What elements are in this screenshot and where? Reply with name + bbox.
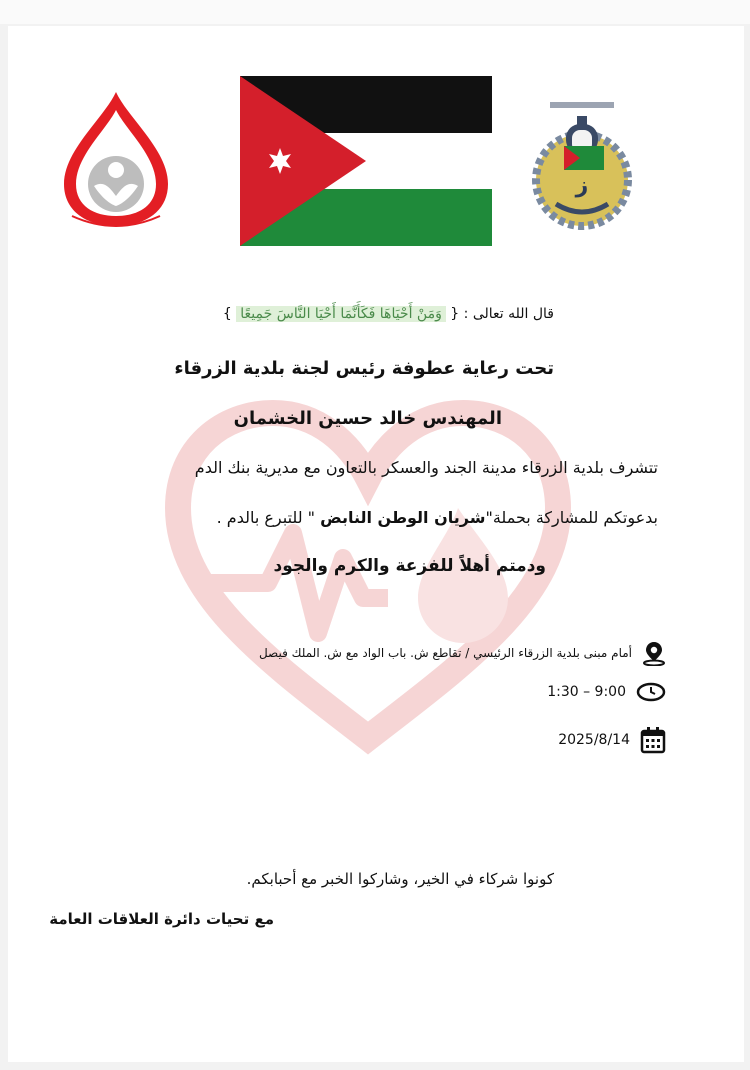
invitation-document — [8, 26, 744, 1062]
location-pin-icon — [642, 640, 666, 666]
patron-name: المهندس خالد حسين الخشمان — [233, 408, 502, 429]
campaign-name: شريان الوطن النابض — [320, 508, 486, 527]
time-text: 1:30 – 9:00 — [547, 684, 626, 700]
welcome-line: ودمتم أهلاً للفزعة والكرم والجود — [273, 556, 546, 576]
time-row — [547, 682, 666, 702]
top-bar — [0, 0, 750, 24]
location-text: أمام مبنى بلدية الزرقاء الرئيسي / تقاطع ش. باب الواد مع ش. الملك فيصل — [258, 646, 632, 660]
blood-bank-logo — [58, 88, 174, 233]
heart-watermark-icon — [158, 398, 578, 758]
patronage-line: تحت رعاية عطوفة رئيس لجنة بلدية الزرقاء — [174, 358, 554, 379]
jordan-flag — [240, 76, 492, 246]
quran-quote — [223, 306, 554, 322]
date-text: 2025/8/14 — [558, 732, 630, 748]
svg-text:ز: ز — [575, 173, 589, 198]
invitation-paragraph-1: تتشرف بلدية الزرقاء مدينة الجند والعسكر بالتعاون مع مديرية بنك الدم — [194, 458, 658, 477]
quote-verse: وَمَنْ أَحْيَاهَا فَكَأَنَّمَا أَحْيَا النَّاسَ جَمِيعًا — [236, 306, 446, 322]
location-row — [259, 640, 666, 666]
quote-prefix: قال الله تعالى : { — [450, 306, 554, 322]
date-row — [558, 726, 666, 754]
paragraph-2-end: " للتبرع بالدم . — [216, 508, 321, 527]
closing-line: كونوا شركاء في الخير، وشاركوا الخبر مع أحبابكم. — [246, 870, 554, 888]
calendar-icon — [640, 726, 666, 754]
paragraph-2-start: بدعوتكم للمشاركة بحملة" — [485, 508, 658, 527]
regards-line: مع تحيات دائرة العلاقات العامة — [49, 910, 274, 928]
invitation-paragraph-2 — [217, 508, 658, 527]
clock-icon — [636, 682, 666, 702]
zarqa-municipality-logo — [530, 94, 634, 240]
quote-suffix: } — [222, 306, 232, 322]
